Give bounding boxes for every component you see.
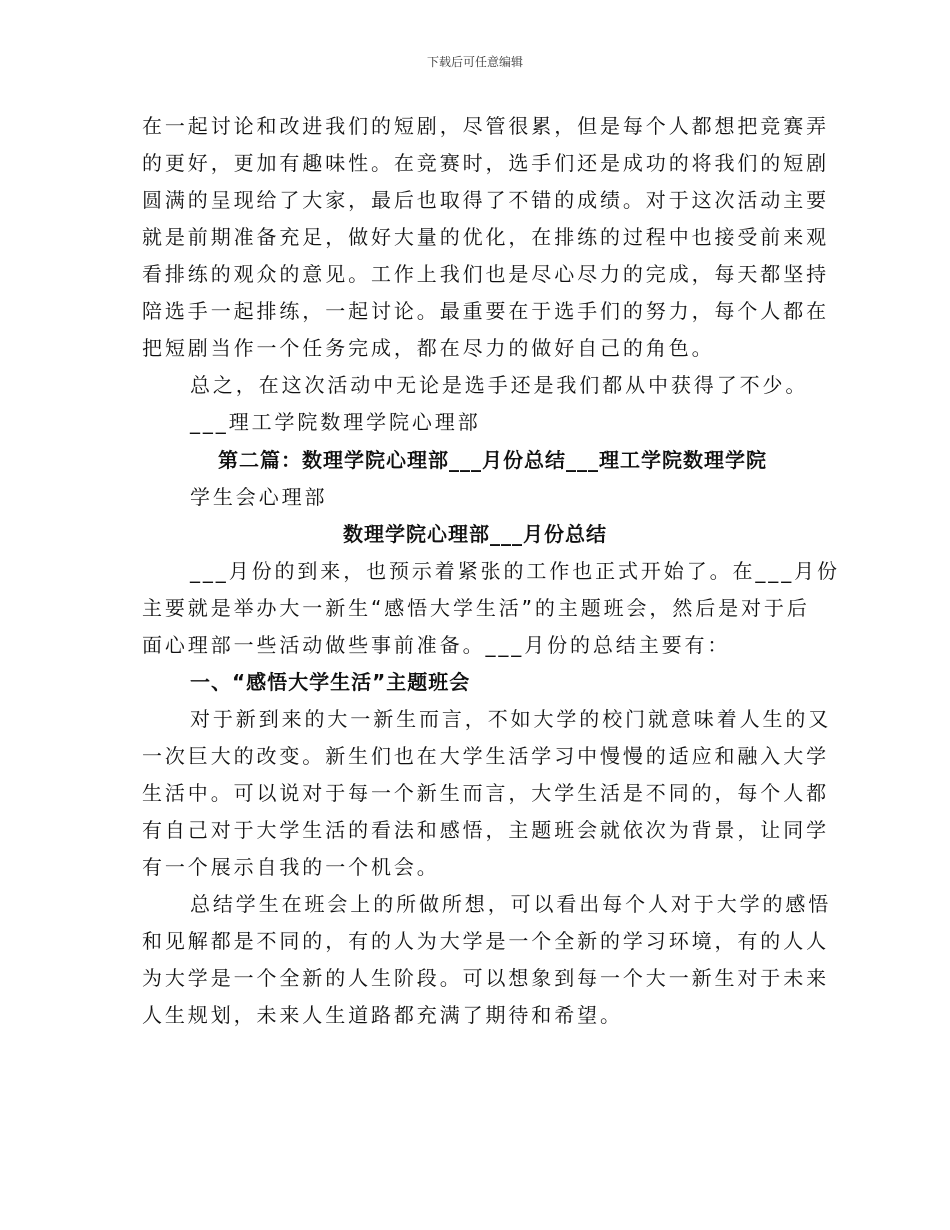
paragraph-line: 有一个展示自我的一个机会。	[142, 855, 440, 879]
signature-line: ___理工学院数理学院心理部	[190, 410, 481, 434]
paragraph-line: 总结学生在班会上的所做所想，可以看出每个人对于大学的感悟	[190, 892, 832, 916]
paragraph-line: 陪选手一起排练，一起讨论。最重要在于选手们的努力，每个人都在	[142, 299, 829, 323]
paragraph-line: 生活中。可以说对于每一个新生而言，大学生活是不同的，每个人都	[142, 781, 829, 805]
paragraph-line: 就是前期准备充足，做好大量的优化，在排练的过程中也接受前来观	[142, 225, 829, 249]
paragraph-line: 的更好，更加有趣味性。在竞赛时，选手们还是成功的将我们的短剧	[142, 151, 829, 175]
paragraph-line: 总之，在这次活动中无论是选手还是我们都从中获得了不少。	[190, 373, 809, 397]
paragraph-line: ___月份的到来，也预示着紧张的工作也正式开始了。在___月份	[190, 559, 840, 583]
paragraph-line: 为大学是一个全新的人生阶段。可以想象到每一个大一新生对于未来	[142, 966, 829, 990]
paragraph-line: 对于新到来的大一新生而言，不如大学的校门就意味着人生的又	[190, 707, 832, 731]
paragraph-line: 看排练的观众的意见。工作上我们也是尽心尽力的完成，每天都坚持	[142, 262, 829, 286]
section-heading: 一、“感悟大学生活”主题班会	[190, 670, 471, 694]
document-subtitle: 数理学院心理部___月份总结	[343, 522, 607, 546]
paragraph-line: 和见解都是不同的，有的人为大学是一个全新的学习环境，有的人人	[142, 929, 829, 953]
paragraph-line: 一次巨大的改变。新生们也在大学生活学习中慢慢的适应和融入大学	[142, 744, 829, 768]
paragraph-line: 圆满的呈现给了大家，最后也取得了不错的成绩。对于这次活动主要	[142, 188, 829, 212]
paragraph-line: 人生规划，未来人生道路都充满了期待和希望。	[142, 1003, 623, 1027]
section-title-continued: 学生会心理部	[190, 485, 328, 509]
paragraph-line: 有自己对于大学生活的看法和感悟，主题班会就依次为背景，让同学	[142, 818, 829, 842]
section-title: 第二篇：数理学院心理部___月份总结___理工学院数理学院	[218, 448, 767, 472]
paragraph-line: 在一起讨论和改进我们的短剧，尽管很累，但是每个人都想把竞赛弄	[142, 114, 829, 138]
paragraph-line: 把短剧当作一个任务完成，都在尽力的做好自己的角色。	[142, 336, 715, 360]
paragraph-line: 面心理部一些活动做些事前准备。___月份的总结主要有：	[142, 633, 731, 657]
paragraph-line: 主要就是举办大一新生“感悟大学生活”的主题班会，然后是对于后	[142, 596, 810, 620]
page-header: 下载后可任意编辑	[426, 55, 523, 69]
